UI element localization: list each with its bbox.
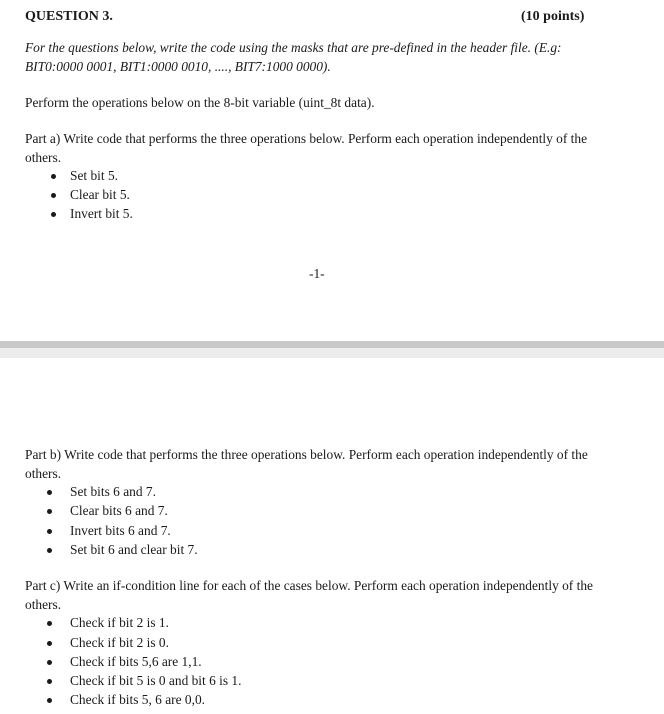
bullet-icon xyxy=(47,698,52,703)
bullet-icon xyxy=(47,509,52,514)
list-item: Clear bit 5. xyxy=(70,187,130,202)
list-item: Check if bit 2 is 1. xyxy=(70,615,169,630)
list-item: Clear bits 6 and 7. xyxy=(70,503,168,518)
points-label: (10 points) xyxy=(521,9,585,24)
instructions-line-1: For the questions below, write the code using the masks that are pre-defined in the header file. (E.g: xyxy=(25,40,562,55)
list-item: Invert bit 5. xyxy=(70,206,133,221)
list-item: Check if bit 5 is 0 and bit 6 is 1. xyxy=(70,673,242,688)
bullet-icon xyxy=(47,679,52,684)
bullet-icon xyxy=(47,490,52,495)
list-item: Invert bits 6 and 7. xyxy=(70,523,171,538)
part-b-heading-line-1: Part b) Write code that performs the three operations below. Perform each operation independently of the xyxy=(25,447,588,462)
part-c-heading-line-1: Part c) Write an if-condition line for each of the cases below. Perform each operation independently of the xyxy=(25,578,593,593)
part-b-heading-line-2: others. xyxy=(25,466,62,481)
list-item: Check if bit 2 is 0. xyxy=(70,635,169,650)
bullet-icon xyxy=(47,641,52,646)
part-a-heading-line-2: others. xyxy=(25,150,62,165)
bullet-icon xyxy=(51,174,56,179)
list-item: Check if bits 5,6 are 1,1. xyxy=(70,654,202,669)
list-item: Check if bits 5, 6 are 0,0. xyxy=(70,692,205,707)
instructions-line-2: BIT0:0000 0001, BIT1:0000 0010, ...., BIT7:1000 0000). xyxy=(25,59,331,74)
page-divider-shadow xyxy=(0,348,664,358)
bullet-icon xyxy=(51,193,56,198)
list-item: Set bit 5. xyxy=(70,168,118,183)
page-divider xyxy=(0,341,664,348)
page-number: -1- xyxy=(309,266,325,281)
bullet-icon xyxy=(51,212,56,217)
part-a-heading-line-1: Part a) Write code that performs the three operations below. Perform each operation independently of the xyxy=(25,131,588,146)
bullet-icon xyxy=(47,621,52,626)
list-item: Set bit 6 and clear bit 7. xyxy=(70,542,198,557)
perform-text: Perform the operations below on the 8-bit variable (uint_8t data). xyxy=(25,95,375,110)
bullet-icon xyxy=(47,660,52,665)
part-c-heading-line-2: others. xyxy=(25,597,62,612)
question-title: QUESTION 3. xyxy=(25,9,113,24)
bullet-icon xyxy=(47,548,52,553)
bullet-icon xyxy=(47,529,52,534)
list-item: Set bits 6 and 7. xyxy=(70,484,156,499)
